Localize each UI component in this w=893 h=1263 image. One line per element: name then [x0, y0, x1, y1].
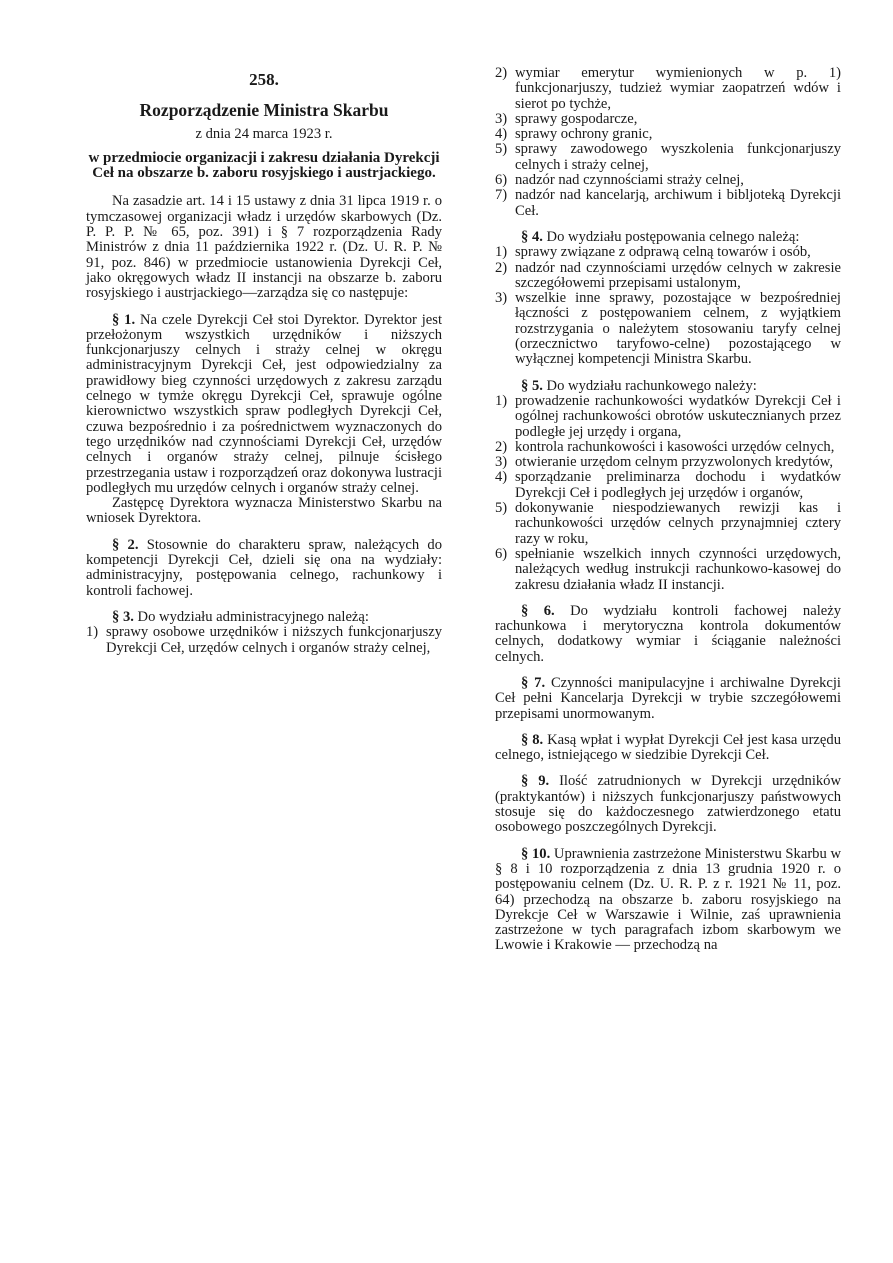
section-sign: § 10. [521, 845, 551, 862]
list-item: 3) wszelkie inne sprawy, pozostające w bezpośredniej łączności z postępowaniem celnem, z wyjątkiem rozstrzygania o należytem stosowaniu taryfy celnej (orzecznictwo taryfowo-celne) pozostającego w wyłącznej kompetencji Ministra Skarbu. [495, 290, 841, 368]
section-7 [495, 676, 841, 722]
regulation-date: z dnia 24 marca 1923 r. [195, 125, 333, 142]
regulation-number: 258. [249, 70, 279, 89]
section-sign: § 7. [521, 674, 546, 691]
list-item: 4) sporządzanie preliminarza dochodu i wydatków Dyrekcji Ceł i podległych jej urzędów i organów, [495, 469, 841, 501]
section-text: Ilość zatrudnionych w Dyrekcji urzędników (praktykantów) i niższych funkcjonarjuszy państwowych stosuje się do każdoczesnego zatwierdzonego etatu osobowego poszczególnych Dyrekcji. [495, 773, 842, 836]
section-sign: § 1. [112, 311, 136, 328]
section-3 [86, 610, 442, 625]
section-sign: § 4. [521, 228, 543, 245]
left-column [86, 0, 442, 656]
section-5 [495, 379, 841, 394]
section-1 [86, 313, 442, 497]
list-item: 1) sprawy związane z odprawą celną towarów i osób, [495, 244, 811, 261]
section-text: Do wydziału kontroli fachowej należy rachunkowa i merytoryczna kontrola dokumentów celnych, dodatkowy wymiar i ściąganie należności celnych. [495, 602, 842, 665]
section-9 [495, 774, 841, 835]
section-sign: § 6. [521, 602, 555, 619]
section-text: Na czele Dyrekcji Ceł stoi Dyrektor. Dyrektor jest przełożonym wszystkich urzędników i niższych funkcjonarjuszy celnych i straży celnej w okręgu administracyjnym Dyrekcji Ceł, jest odpowiedzialny za prawidłowy bieg czynności urzędowych z zakresu zarządu celnego w tymże okręgu Dyrekcji Ceł, sprawuje ogólne kierownictwo wszystkich spraw podległych Dyrekcji Ceł, czuwa bezpośrednio i za pośrednictwem wyznaczonych do tego urzędników nad czynnościami Dyrekcji Ceł, urzędów celnych i organów straży celnej, pilnuje ścisłego przestrzegania ustaw i rozporządzeń oraz dokonywa lustracji podległych mu urzędów celnych i organów straży celnej. [86, 311, 443, 496]
list-item: 2) wymiar emerytur wymienionych w p. 1) funkcjonarjuszy, tudzież wymiar zaopatrzeń wdów i sierot po tychże, [495, 65, 841, 112]
list-item: 1) sprawy osobowe urzędników i niższych funkcjonarjuszy Dyrekcji Ceł, urzędów celnych i organów straży celnej, [86, 624, 442, 656]
list-item: 5) sprawy zawodowego wyszkolenia funkcjonarjuszy celnych i straży celnej, [495, 141, 841, 173]
section-sign: § 9. [521, 773, 550, 790]
list-item: 5) dokonywanie niespodziewanych rewizji kas i rachunkowości urzędów celnych przynajmniej cztery razy w roku, [495, 500, 841, 547]
section-text: Do wydziału postępowania celnego należą: [546, 228, 800, 245]
section-sign: § 3. [112, 608, 134, 625]
list-item: 3) otwieranie urzędom celnym przyzwolonych kredytów, [495, 454, 833, 471]
list-item: 2) nadzór nad czynnościami urzędów celnych w zakresie szczegółowemi przepisami ustalonym, [495, 259, 841, 291]
list-item: 6) spełnianie wszelkich innych czynności urzędowych, należących według instrukcji rachunkowo-kasowej do zakresu działania władz II instancji. [495, 545, 841, 593]
section-4 [495, 230, 841, 245]
section-text: Czynności manipulacyjne i archiwalne Dyrekcji Ceł pełni Kancelarja Dyrekcji w trybie szczegółowemi przepisami unormowanym. [495, 674, 841, 722]
list-item: 4) sprawy ochrony granic, [495, 126, 653, 143]
preamble: Na zasadzie art. 14 i 15 ustawy z dnia 31 lipca 1919 r. o tymczasowej organizacji władz i urzędów skarbowych (Dz. P. P. P. № 65, poz. 391) i § 7 rozporządzenia Rady Ministrów z dnia 11 października 1922 r. (Dz. U. R. P. № 91, poz. 846) w przedmiocie ustanowienia Dyrekcji Ceł, jako okręgowych władz II instancji na obszarze b. zaboru rosyjskiego i austrjackiego—zarządza się co następuje: [86, 193, 442, 302]
list-item: 3) sprawy gospodarcze, [495, 110, 638, 127]
list-item: 1) prowadzenie rachunkowości wydatków Dyrekcji Ceł i ogólnej rachunkowości obrotów uskutecznianych przez podległe jej urzędy i organa, [495, 392, 841, 440]
regulation-subject: w przedmiocie organizacji i zakresu działania Dyrekcji Ceł na obszarze b. zaboru rosyjskiego i austrjackiego. [88, 149, 440, 182]
section-text: Uprawnienia zastrzeżone Ministerstwu Skarbu w § 8 i 10 rozporządzenia z dnia 13 grudnia 1920 r. o postępowaniu celnem (Dz. U. R. P. z r. 1921 № 11, poz. 64) przechodzą na obszarze b. zaboru rosyjskiego na Dyrekcje Ceł w Warszawie i Wilnie, zaś uprawnienia zastrzeżone w tych paragrafach izbom skarbowym we Lwowie i Krakowie — przechodzą na [495, 845, 841, 954]
section-text: Do wydziału rachunkowego należy: [546, 377, 757, 394]
section-text: Do wydziału administracyjnego należą: [137, 608, 369, 625]
regulation-title: Rozporządzenie Ministra Skarbu [139, 100, 389, 121]
right-column [495, 0, 841, 954]
list-item: 6) nadzór nad czynnościami straży celnej, [495, 172, 744, 189]
section-2 [86, 538, 442, 599]
section-sign: § 2. [112, 536, 139, 553]
section-1-paragraph-2: Zastępcę Dyrektora wyznacza Ministerstwo Skarbu na wniosek Dyrektora. [86, 495, 442, 527]
section-10 [495, 847, 841, 954]
section-text: Kasą wpłat i wypłat Dyrekcji Ceł jest kasa urzędu celnego, istniejącego w siedzibie Dyrekcji Ceł. [495, 731, 841, 764]
section-8 [495, 733, 841, 764]
list-item: 2) kontrola rachunkowości i kasowości urzędów celnych, [495, 438, 835, 455]
section-sign: § 5. [521, 377, 543, 394]
section-sign: § 8. [521, 731, 544, 748]
list-item: 7) nadzór nad kancelarją, archiwum i bibljoteką Dyrekcji Ceł. [495, 187, 841, 219]
section-6 [495, 604, 841, 665]
section-text: Stosownie do charakteru spraw, należących do kompetencji Dyrekcji Ceł, dzieli się ona na wydziały: administracyjny, postępowania celnego, rachunkowy i kontroli fachowej. [86, 536, 442, 599]
